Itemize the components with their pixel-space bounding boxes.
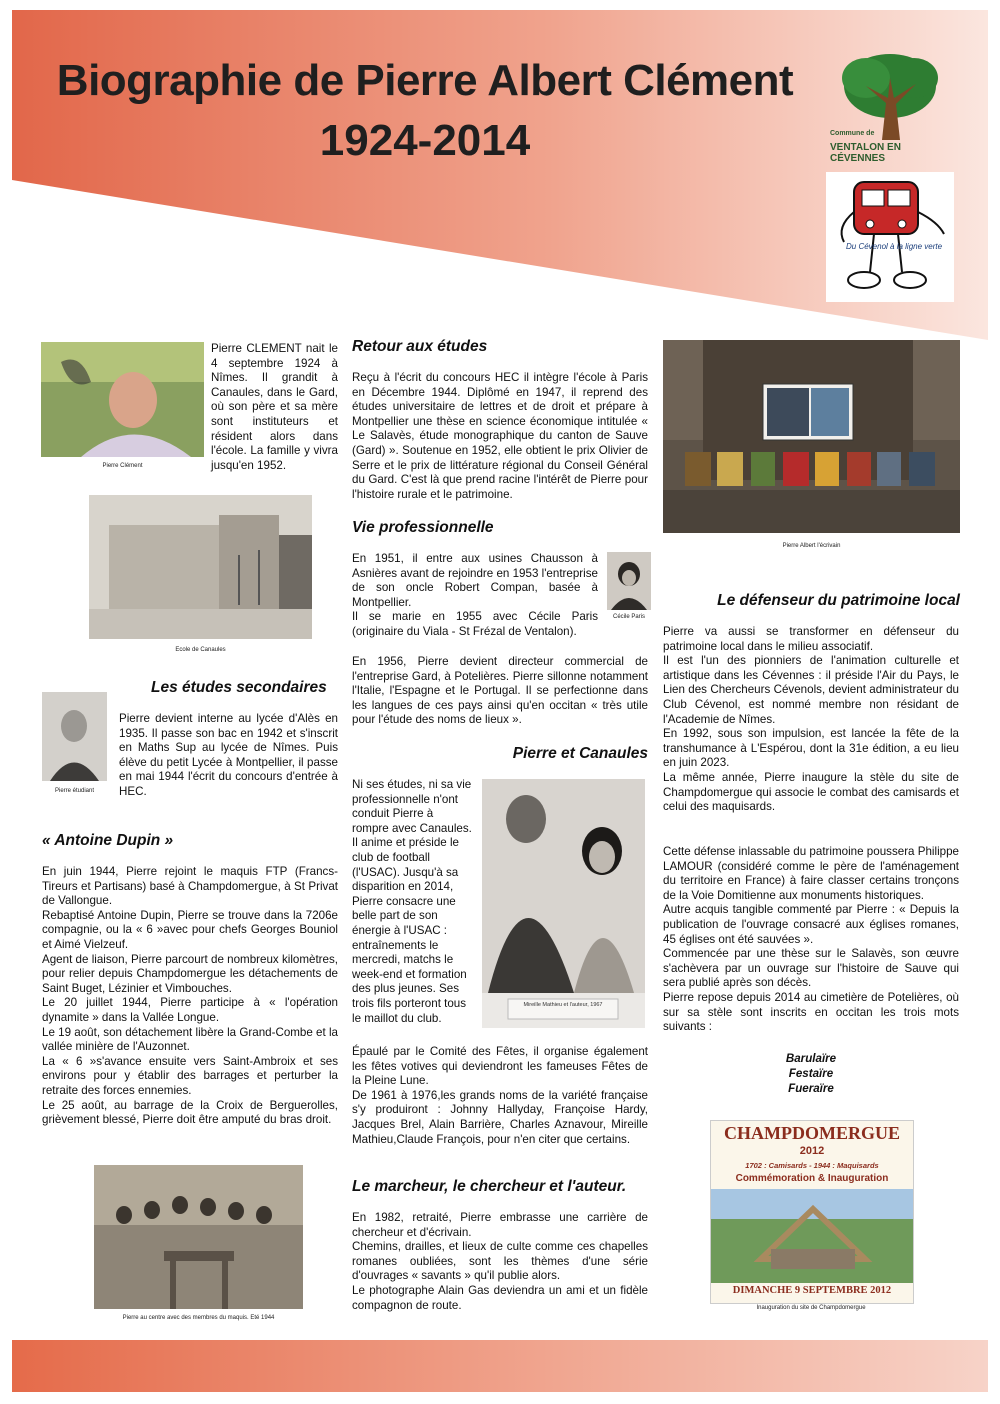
poster-photo <box>711 1189 913 1283</box>
caption-mathieu: Mireille Mathieu et l'auteur, 1967 <box>523 1002 603 1008</box>
pro-text-2: En 1956, Pierre devient directeur commercial de l'entreprise Gard, à Potelières. Pierre sillonne notamment l'Italie, l'Espagne et le Portugal. Il se perfectionne dans les langues de ces pays ainsi qu'en occitan « très utile pour l'étude des noms de lieux ». <box>352 655 648 727</box>
defenseur-paragraph: Cette défense inlassable du patrimoine poussera Philippe LAMOUR (considéré comme le père de l'aménagement du territoire en France) à faire classer certains tronçons de la Voie Domitienne aux monuments historiques. <box>663 845 959 902</box>
commune-logo <box>826 48 954 163</box>
caption-maquis: Pierre au centre avec des membres du maquis. Eté 1944 <box>122 1315 275 1321</box>
defenseur-paragraph: Autre acquis tangible commenté par Pierre : « Depuis la publication de l'ouvrage consacré aux églises romanes, 45 églises ont été sauvées ». <box>663 903 959 946</box>
poster-subtitle: 1702 : Camisards - 1944 : Maquisards <box>745 1161 879 1170</box>
caption-portrait: Pierre Clément <box>102 463 143 469</box>
logo-line2: VENTALON EN CÉVENNES <box>830 142 901 164</box>
caption-student: Pierre étudiant <box>54 788 95 794</box>
poster-title: CHAMPDOMERGUE <box>724 1123 900 1143</box>
caption-cecile: Cécile Paris <box>612 614 645 620</box>
dupin-text <box>42 865 338 1128</box>
retour-text: Reçu à l'écrit du concours HEC il intègre l'école à Paris en Décembre 1944. Diplômé en 1947, il reprend des études universitaire de lettres et de droit et prépare à Montpellier une thèse en science économique intitulée « Le Salavès, étude monographique du canton de Sauve (Gard) ». Soutenue en 1952, elle obtient le prix Olivier de Serre et le prix de littérature régional du Conseil Général du Gard. C'est là que prend racine l'intérêt de Pierre pour l'histoire rurale et le patrimoine. <box>352 371 648 501</box>
occitan-word: Barulaïre <box>785 1052 837 1065</box>
defenseur-paragraph: Pierre va aussi se transformer en défenseur du patrimoine local dans le milieu associatif. <box>663 625 959 653</box>
dupin-paragraph: La « 6 »s'avance ensuite vers Saint-Ambroix et ses environs pour y établir des barrages et perturber la retraite des forces ennemies. <box>42 1054 338 1097</box>
heading-retour: Retour aux études <box>352 338 488 355</box>
mathieu-photo <box>482 779 645 1028</box>
caption-inauguration: Inauguration du site de Champdomergue <box>756 1305 866 1311</box>
marcheur-paragraph: Le photographe Alain Gas deviendra un ami et un fidèle compagnon de route. <box>352 1283 648 1312</box>
heading-secondary: Les études secondaires <box>151 679 327 696</box>
poster-date: DIMANCHE 9 SEPTEMBRE 2012 <box>732 1285 892 1296</box>
defenseur-paragraph: Pierre repose depuis 2014 au cimetière de Potelières, où sur sa stèle sont inscrits en occitan les trois mots suivants : <box>663 990 959 1034</box>
caption-school: Ecole de Canaules <box>175 647 226 653</box>
maquis-photo <box>94 1165 303 1309</box>
cecile-photo <box>607 552 651 610</box>
defenseur-text-2 <box>663 845 959 1035</box>
page-title: Biographie de Pierre Albert Clément <box>56 56 794 105</box>
intro-text: Pierre CLEMENT nait le 4 septembre 1924 à Nîmes. Il grandit à Canaules, dans le Gard, où son père et sa mère sont instituteurs et résident alors dans l'école. La famille y vivra jusqu'en 1952. <box>211 342 338 472</box>
heading-marcheur: Le marcheur, le chercheur et l'auteur. <box>352 1178 627 1195</box>
train-mascot-icon <box>826 172 954 302</box>
writer-photo <box>663 340 960 533</box>
pro-text-1 <box>352 552 598 640</box>
pro-paragraph: Il se marie en 1955 avec Cécile Paris (originaire du Viala - St Frézal de Ventalon). <box>352 610 598 638</box>
heading-dupin: « Antoine Dupin » <box>42 832 174 849</box>
marcheur-paragraph: En 1982, retraité, Pierre embrasse une carrière de chercheur et d'écrivain. <box>352 1211 648 1239</box>
footer-band <box>12 1340 988 1392</box>
defenseur-text-1 <box>663 625 959 815</box>
occitan-words <box>663 1051 959 1096</box>
occitan-word: Festaïre <box>788 1067 834 1080</box>
canaules-text-1: Ni ses études, ni sa vie professionnelle n'ont conduit Pierre à rompre avec Canaules. Il anime et préside le club de football (l'USAC). Jusqu'à sa disparition en 2014, Pierre consacre une belle part de son énergie à l'USAC : entraînements le mercredi, matchs le week-end et formation des plus jeunes. Ses trois fils porteront tous le maillot du club. <box>352 778 472 1025</box>
poster-line: Commémoration & Inauguration <box>735 1173 889 1184</box>
champdomergue-poster <box>710 1120 914 1304</box>
occitan-word: Fueraïre <box>788 1082 834 1095</box>
defenseur-paragraph: En 1992, sous son impulsion, est lancée la fête de la transhumance à L'Espérou, dont la 31e édition, a eu lieu en juin 2023. <box>663 727 959 770</box>
defenseur-paragraph: La même année, Pierre inaugure la stèle du site de Champdomergue qui associe le combat des camisards et celui des maquisards. <box>663 770 959 814</box>
secondary-text: Pierre devient interne au lycée d'Alès en 1935. Il passe son bac en 1942 et s'inscrit en Maths Sup au lycée de Nîmes. Puis élève du petit Lycée à Montpellier, il passe en mai 1944 l'écrit du concours d'entrée à HEC. <box>119 712 338 798</box>
dupin-paragraph: Le 19 août, son détachement libère la Grand-Combe et la vallée minière de l'Auzonnet. <box>42 1025 338 1054</box>
canaules-paragraph: De 1961 à 1976,les grands noms de la variété française s'y produiront : Johnny Hallyday, Françoise Hardy, Jacques Brel, Alain Barrière, Charles Aznavour, Mireille Mathieu,Claude François, pour n'en citer que certains. <box>352 1088 648 1146</box>
school-photo <box>89 495 312 639</box>
dupin-paragraph: Le 25 août, au barrage de la Croix de Berguerolles, grièvement blessé, Pierre doit être amputé du bras droit. <box>42 1098 338 1127</box>
heading-pro: Vie professionnelle <box>352 519 494 536</box>
tree-icon <box>826 48 954 140</box>
defenseur-paragraph: Commencée par une thèse sur le Salavès, son œuvre s'achèvera par un ouvrage sur l'histoire de Sauve qui sera publié après son décès. <box>663 947 959 990</box>
dupin-paragraph: Rebaptisé Antoine Dupin, Pierre se trouve dans la 7206e compagnie, ou la « 6 »avec pour chefs Georges Bouniol et Aimé Vielzeuf. <box>42 908 338 951</box>
dupin-paragraph: En juin 1944, Pierre rejoint le maquis FTP (Francs-Tireurs et Partisans) basé à Champdomergue, à St Privat de Vallongue. <box>42 865 338 908</box>
page-dates: 1924-2014 <box>319 116 531 165</box>
canaules-paragraph: Épaulé par le Comité des Fêtes, il organise également les fêtes votives qui deviendront les fameuses Fêtes de la Pleine Lune. <box>352 1045 648 1088</box>
dupin-paragraph: Agent de liaison, Pierre parcourt de nombreux kilomètres, pour relier depuis Champdomergue les détachements de Saint Buget, Lézinier et Vimbouches. <box>42 952 338 995</box>
marcheur-text <box>352 1211 648 1313</box>
caption-writer: Pierre Albert l'écrivain <box>782 543 841 549</box>
poster-year: 2012 <box>799 1145 825 1157</box>
logo-line1: Commune de <box>830 130 875 137</box>
pro-paragraph: En 1951, il entre aux usines Chausson à Asnières avant de rejoindre en 1953 l'entreprise de son oncle Robert Compan, basée à Montpellier. <box>352 552 598 609</box>
mascot-logo <box>826 172 954 302</box>
canaules-text-2 <box>352 1045 648 1147</box>
defenseur-paragraph: Il est l'un des pionniers de l'animation culturelle et artistique dans les Cévennes : il préside l'Air du Pays, le Lien des Chercheurs Cévenols, devient administrateur du Club Cévenol, est nommé membre non résidant de l'Academie de Nîmes. <box>663 654 959 726</box>
marcheur-paragraph: Chemins, drailles, et lieux de culte comme ces chapelles romanes oubliées, sont les thèmes d'une série d'ouvrages « savants » qu'il publie alors. <box>352 1240 648 1283</box>
dupin-paragraph: Le 20 juillet 1944, Pierre participe à « l'opération dynamite » dans la Vallée Longue. <box>42 996 338 1024</box>
mascot-text: Du Cévenol à la ligne verte <box>846 242 943 251</box>
heading-defenseur: Le défenseur du patrimoine local <box>717 592 960 609</box>
heading-canaules: Pierre et Canaules <box>512 745 648 762</box>
student-photo <box>42 692 107 781</box>
portrait-photo <box>41 342 204 457</box>
